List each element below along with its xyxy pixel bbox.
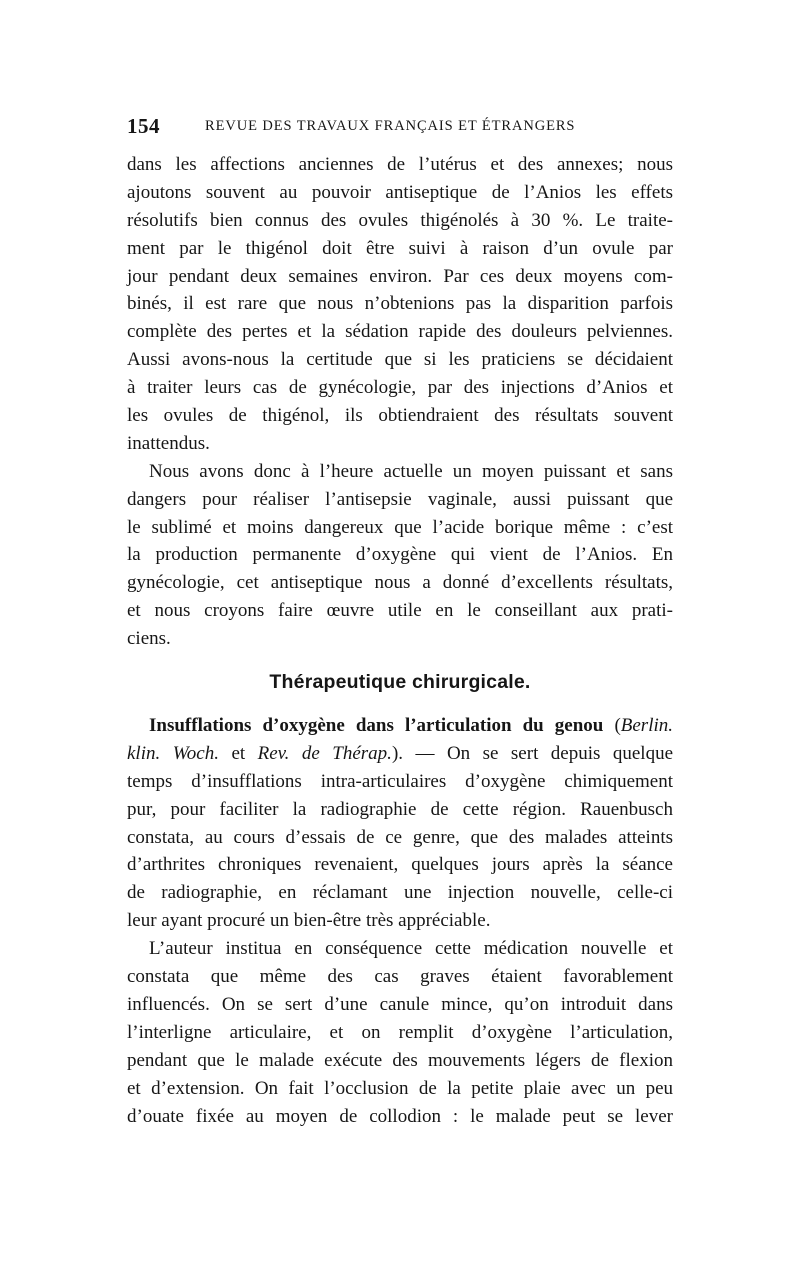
text-line: binés, il est rare que nous n’obtenions pas la disparition parfois [127,293,673,315]
reference-journal: Rev. de Thérap. [257,742,392,764]
ref-open: ( [614,715,621,737]
reference-journal: Berlin. [620,715,674,737]
page-number: 154 [127,114,160,138]
article-heading-line [127,712,673,740]
text-line: constata, au cours d’essais de ce genre, que des malades atteints [127,826,673,848]
text-line: la production permanente d’oxygène qui vient de l’Anios. En [127,544,673,566]
text-line: à traiter leurs cas de gynécologie, par des injections d’Anios et [127,377,673,399]
paragraph-2 [127,458,673,653]
text-line: ajoutons souvent au pouvoir antiseptique de l’Anios les effets [127,181,673,203]
text-line: résolutifs bien connus des ovules thigénolés à 30 %. Le traite- [127,209,673,231]
ref-close: ). [391,742,404,764]
text-line: leur ayant procuré un bien-être très appréciable. [127,910,491,932]
paragraph-3 [127,712,673,935]
text-line: d’ouate fixée au moyen de collodion : le malade peut se lever [127,1105,673,1127]
section-title: Thérapeutique chirurgicale. [269,671,531,694]
text-line: le sublimé et moins dangereux que l’acide borique même : c’est [127,516,673,538]
text-line: constata que même des cas graves étaient favorablement [127,966,673,988]
paragraph-1 [127,151,673,458]
text-line: l’interligne articulaire, et on remplit d’oxygène l’articulation, [127,1021,673,1043]
paragraph-4 [127,935,673,1130]
reference-and: et [231,742,246,764]
article-title: Insufflations d’oxygène dans l’articulation du genou [149,715,604,737]
text-line: inattendus. [127,432,210,454]
text-line: ment par le thigénol doit être suivi à raison d’un ovule par [127,237,673,259]
text-line: pur, pour faciliter la radiographie de cette région. Rauenbusch [127,798,673,820]
text-line: L’auteur institua en conséquence cette médication nouvelle et [149,938,673,960]
text-line: gynécologie, cet antiseptique nous a donné d’excellents résultats, [127,572,673,594]
text-line: Aussi avons-nous la certitude que si les praticiens se décidaient [127,349,673,371]
body-text [127,151,673,1130]
text-line: complète des pertes et la sédation rapide des douleurs pelviennes. [127,321,673,343]
article-text: — On se sert depuis quelque [415,742,674,764]
text-line: ciens. [127,628,171,650]
text-line: et nous croyons faire œuvre utile en le conseillant aux prati- [127,600,673,622]
text-line: de radiographie, en réclamant une injection nouvelle, celle-ci [127,882,673,904]
reference-journal: klin. Woch. [127,742,219,764]
text-line: temps d’insufflations intra-articulaires d’oxygène chimiquement [127,770,673,792]
running-title: REVUE DES TRAVAUX FRANÇAIS ET ÉTRANGERS [205,118,576,134]
article-reference-line [127,740,673,768]
text-line: dangers pour réaliser l’antisepsie vaginale, aussi puissant que [127,488,673,510]
text-line: influencés. On se sert d’une canule mince, qu’on introduit dans [127,993,673,1015]
text-line: dans les affections anciennes de l’utérus et des annexes; nous [127,154,673,175]
text-line: pendant que le malade exécute des mouvements légers de flexion [127,1049,673,1071]
text-line: d’arthrites chroniques revenaient, quelques jours après la séance [127,854,673,876]
text-line: les ovules de thigénol, ils obtiendraient des résultats souvent [127,405,673,427]
text-line: Nous avons donc à l’heure actuelle un moyen puissant et sans [149,460,673,482]
text-line: et d’extension. On fait l’occlusion de la petite plaie avec un peu [127,1077,673,1099]
text-line: jour pendant deux semaines environ. Par ces deux moyens com- [127,265,673,287]
running-header [127,114,677,140]
